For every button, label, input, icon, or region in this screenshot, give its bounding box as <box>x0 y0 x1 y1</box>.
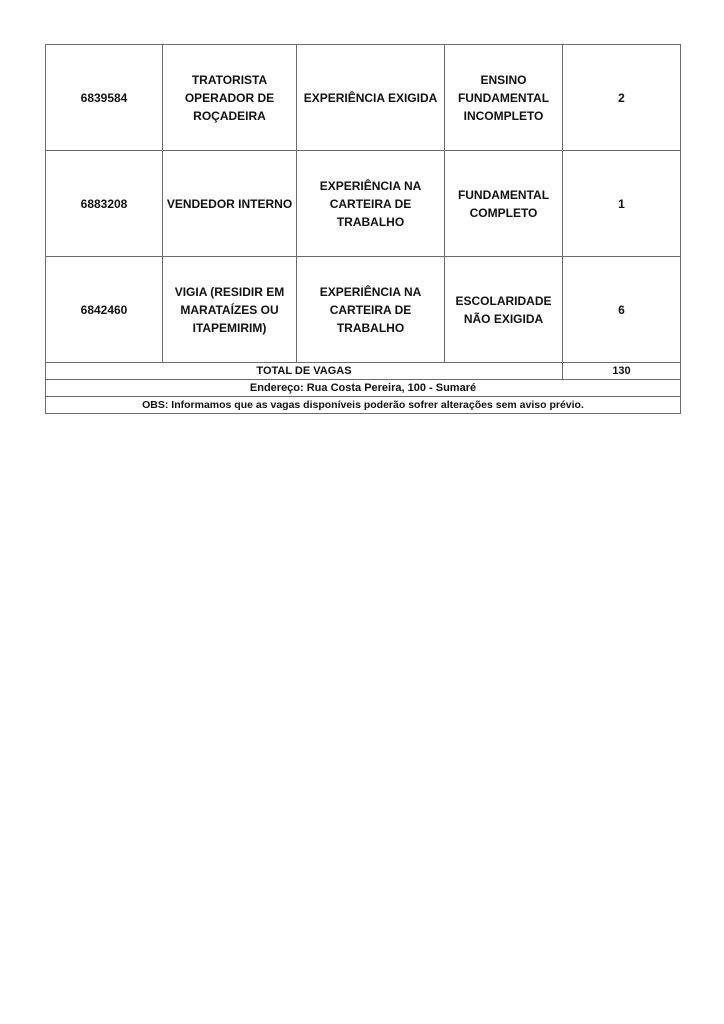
job-title: VENDEDOR INTERNO <box>163 151 297 257</box>
total-value: 130 <box>563 363 681 380</box>
job-vacancies: 6 <box>563 257 681 363</box>
job-code: 6883208 <box>46 151 163 257</box>
note-text: OBS: Informamos que as vagas disponíveis poderão sofrer alterações sem aviso prévio. <box>46 397 681 414</box>
address-row <box>46 380 681 397</box>
job-vacancies-table <box>45 44 681 414</box>
job-experience: EXPERIÊNCIA NA CARTEIRA DE TRABALHO <box>297 151 445 257</box>
document-page <box>45 44 680 414</box>
total-label: TOTAL DE VAGAS <box>46 363 563 380</box>
job-title: TRATORISTA OPERADOR DE ROÇADEIRA <box>163 45 297 151</box>
job-title: VIGIA (RESIDIR EM MARATAÍZES OU ITAPEMIRIM) <box>163 257 297 363</box>
job-experience: EXPERIÊNCIA EXIGIDA <box>297 45 445 151</box>
address-text: Endereço: Rua Costa Pereira, 100 - Sumaré <box>46 380 681 397</box>
table-row <box>46 151 681 257</box>
job-education: ESCOLARIDADE NÃO EXIGIDA <box>445 257 563 363</box>
job-experience: EXPERIÊNCIA NA CARTEIRA DE TRABALHO <box>297 257 445 363</box>
job-vacancies: 1 <box>563 151 681 257</box>
job-education: ENSINO FUNDAMENTAL INCOMPLETO <box>445 45 563 151</box>
table-row <box>46 257 681 363</box>
job-code: 6842460 <box>46 257 163 363</box>
job-code: 6839584 <box>46 45 163 151</box>
table-row <box>46 45 681 151</box>
total-row <box>46 363 681 380</box>
job-vacancies: 2 <box>563 45 681 151</box>
note-row <box>46 397 681 414</box>
job-education: FUNDAMENTAL COMPLETO <box>445 151 563 257</box>
